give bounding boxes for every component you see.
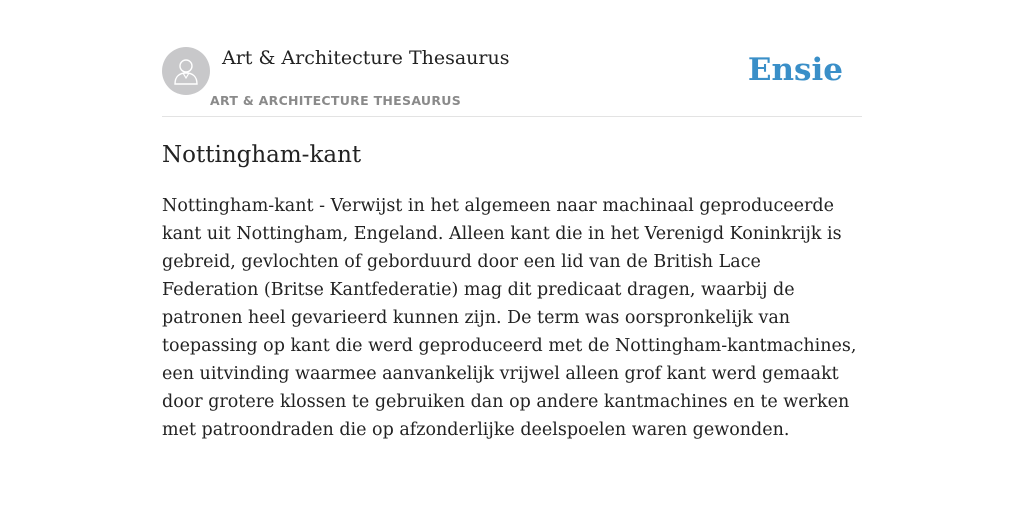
brand-logo[interactable]: Ensie [747, 52, 843, 88]
entry-body: Nottingham-kant - Verwijst in het algemeen naar machinaal geproduceerde kant uit Nottingham, Engeland. Alleen kant die in het Verenigd Koninkrijk is gebreid, gevlochten of geborduurd door een lid van de British Lace Federation (Britse Kantfederatie) mag dit predicaat dragen, waarbij de patronen heel gevarieerd kunnen zijn. De term was oorspronkelijk van toepassing op kant die werd geproduceerd met de Nottingham-kantmachines, een uitvinding waarmee aanvankelijk vrijwel alleen grof kant werd gemaakt door grotere klossen te gebruiken dan op andere kantmachines en te werken met patroondraden die op afzonderlijke deelspoelen waren gewonden. [162, 196, 857, 440]
avatar[interactable] [162, 47, 210, 95]
user-silhouette-icon [174, 57, 198, 85]
source-title[interactable]: Art & Architecture Thesaurus [222, 47, 510, 69]
entry-header [162, 44, 862, 117]
source-subtitle[interactable]: ART & ARCHITECTURE THESAURUS [210, 93, 462, 108]
entry-title: Nottingham-kant [162, 142, 362, 168]
